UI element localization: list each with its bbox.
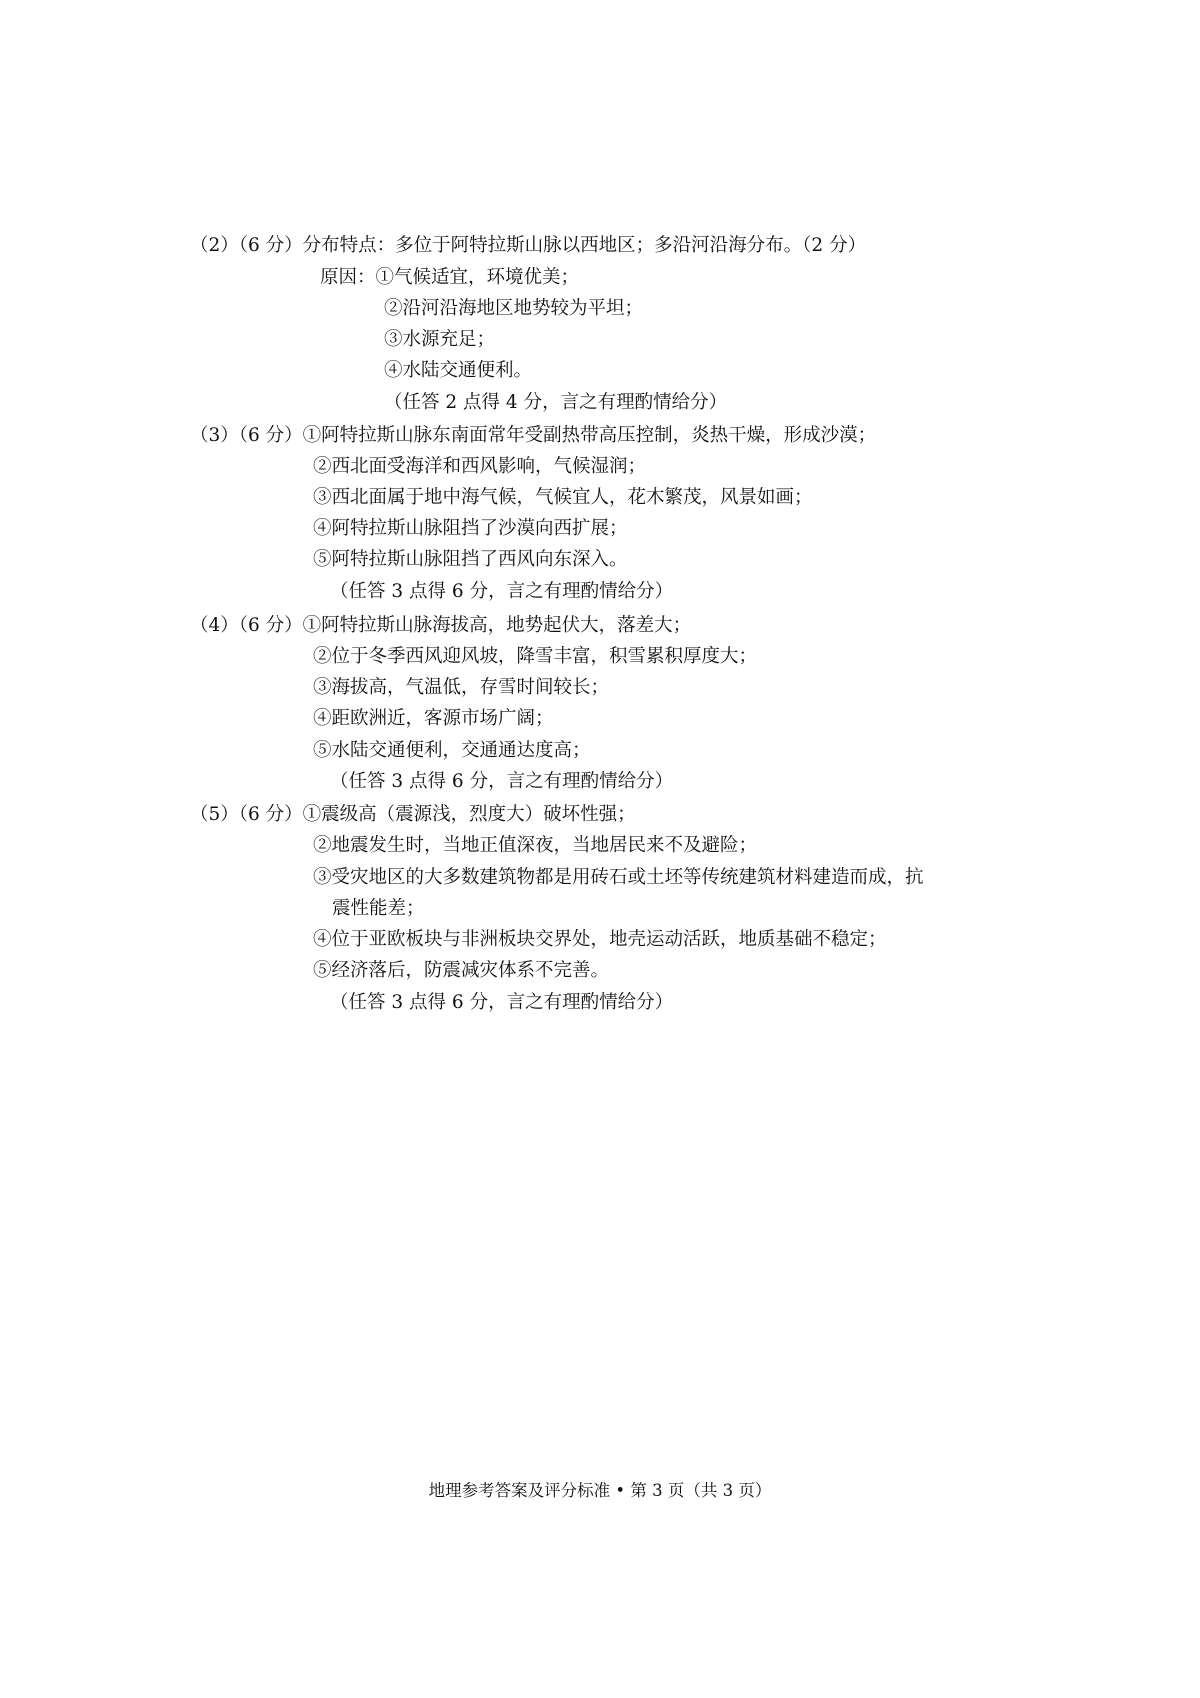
q3-item-5: ⑤阿特拉斯山脉阻挡了西风向东深入。 xyxy=(313,549,628,570)
q4-item-5: ⑤水陆交通便利，交通通达度高； xyxy=(313,740,591,761)
q3-item-2: ②西北面受海洋和西风影响，气候湿润； xyxy=(313,456,647,477)
q5-item-4: ④位于亚欧板块与非洲板块交界处，地壳运动活跃，地质基础不稳定； xyxy=(313,929,887,950)
q3-head: （3）（6 分）①阿特拉斯山脉东南面常年受副热带高压控制，炎热干燥，形成沙漠； xyxy=(190,425,877,446)
q5-note: （任答 3 点得 6 分，言之有理酌情给分） xyxy=(330,992,674,1013)
q4-item-3: ③海拔高，气温低，存雪时间较长； xyxy=(313,677,610,698)
q2-head: （2）（6 分）分布特点：多位于阿特拉斯山脉以西地区；多沿河沿海分布。（2 分） xyxy=(190,235,867,256)
q5-item-2: ②地震发生时，当地正值深夜，当地居民来不及避险； xyxy=(313,835,758,856)
q2-reason-2: ②沿河沿海地区地势较为平坦； xyxy=(384,298,644,319)
q4-head: （4）（6 分）①阿特拉斯山脉海拔高，地势起伏大，落差大； xyxy=(190,615,692,636)
q3-note: （任答 3 点得 6 分，言之有理酌情给分） xyxy=(330,581,674,602)
q5-item-3a: ③受灾地区的大多数建筑物都是用砖石或土坯等传统建筑材料建造而成，抗 xyxy=(313,867,924,888)
q2-reason-4: ④水陆交通便利。 xyxy=(384,360,533,381)
page-footer: 地理参考答案及评分标准 • 第 3 页（共 3 页） xyxy=(428,1481,772,1500)
q5-item-3b: 震性能差； xyxy=(332,898,425,919)
q4-note: （任答 3 点得 6 分，言之有理酌情给分） xyxy=(330,771,674,792)
q4-item-2: ②位于冬季西风迎风坡，降雪丰富，积雪累积厚度大； xyxy=(313,646,758,667)
q3-item-3: ③西北面属于地中海气候，气候宜人，花木繁茂，风景如画； xyxy=(313,487,813,508)
q2-note: （任答 2 点得 4 分，言之有理酌情给分） xyxy=(384,392,728,413)
q2-reason-head: 原因：①气候适宜，环境优美； xyxy=(320,267,580,288)
q3-item-4: ④阿特拉斯山脉阻挡了沙漠向西扩展； xyxy=(313,518,628,539)
q5-head: （5）（6 分）①震级高（震源浅，烈度大）破坏性强； xyxy=(190,804,636,825)
q5-item-5: ⑤经济落后，防震减灾体系不完善。 xyxy=(313,960,610,981)
q2-reason-3: ③水源充足； xyxy=(384,329,496,350)
q4-item-4: ④距欧洲近，客源市场广阔； xyxy=(313,708,554,729)
